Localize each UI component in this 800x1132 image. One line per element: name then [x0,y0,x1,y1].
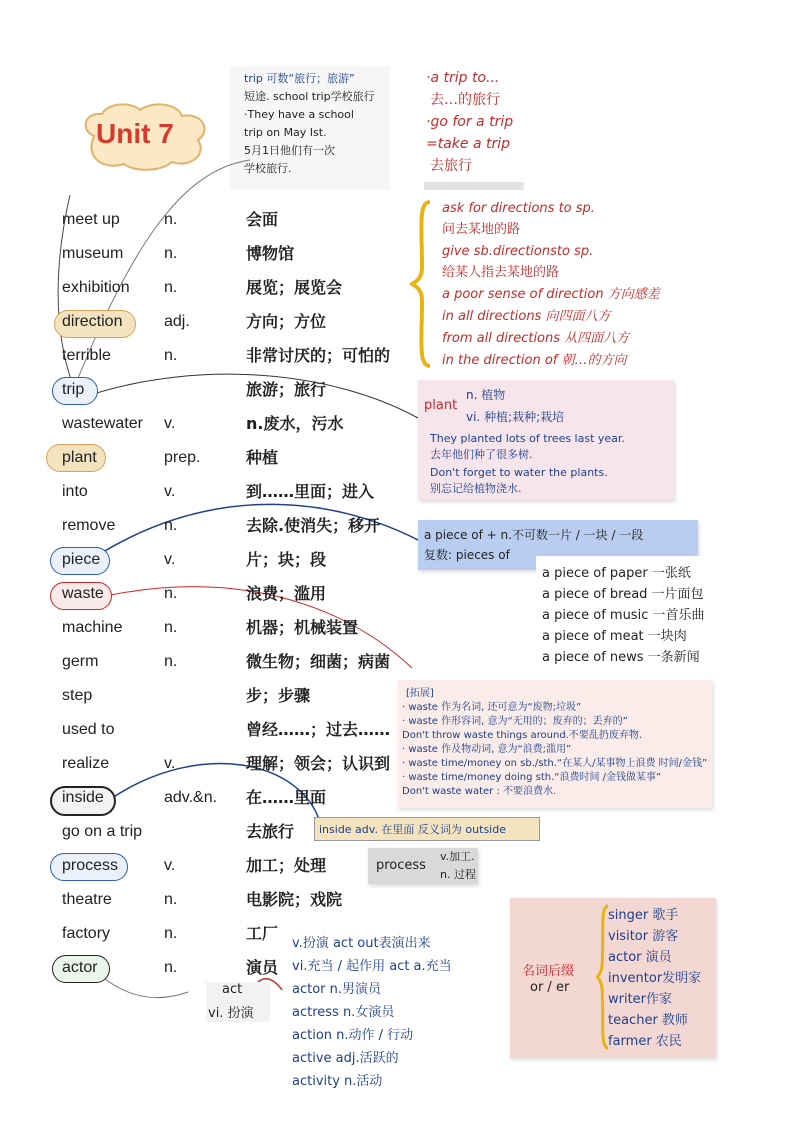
waste-note-line: · waste time/money doing sth.“浪费时间 /金钱做某事” [402,772,662,783]
process-note-v: v.加工. [440,850,475,863]
direction-note-line: 给某人指去某地的路 [442,265,560,280]
vocab-word: inside [62,789,104,806]
process-note [368,848,478,884]
direction-note-line: from all directions 从四面八方 [442,331,630,346]
piece-example-line: a piece of bread 一片面包 [542,587,704,602]
suffix-line: teacher 教师 [608,1013,688,1028]
waste-note-line: Don't throw waste things around.不要乱扔废弃物. [402,730,643,741]
vocab-meaning: 曾经……；过去…… [246,720,391,739]
inside-note-text: inside adv. 在里面 反义词为 outside [319,823,506,836]
trip-phrase-line: ·go for a trip [426,114,514,130]
trip-phrase-line: 去…的旅行 [430,92,500,108]
waste-note-line: · waste time/money on sb./sth.“在某人/某事物上浪费 时间/金钱” [402,758,708,769]
trip-phrase-line: ·a trip to... [426,70,500,86]
vocab-pos: n. [164,925,178,942]
act-note-line: actor n.男演员 [292,982,382,997]
vocab-word: exhibition [62,279,130,296]
suffix-line: actor 演员 [608,950,672,965]
piece-example-line: a piece of news 一条新闻 [542,650,700,665]
vocab-pos: v. [164,415,176,432]
trip-note-line: 学校旅行. [244,162,292,175]
act-note-line: action n.动作 / 行动 [292,1028,414,1043]
waste-note-card [398,680,712,808]
vocab-word: museum [62,245,124,262]
suffix-line: inventor发明家 [608,971,702,986]
direction-note-line: ask for directions to sp. [442,201,595,216]
vocab-pos: n. [164,959,178,976]
plant-note-line: 别忘记给植物浇水. [430,482,522,495]
plant-note-line: They planted lots of trees last year. [430,432,625,445]
page-title: Unit 7 [96,118,174,149]
waste-note-line: [拓展] [406,688,434,699]
vocab-word: wastewater [62,415,143,432]
plant-note-line: 去年他们种了很多树. [430,448,533,461]
direction-note [438,198,698,374]
act-note-line: vi.充当 / 起作用 act a.充当 [292,959,452,974]
vocab-pos: adv.&n. [164,789,218,806]
vocab-pos: n. [164,585,178,602]
vocab-meaning: 种植 [246,448,279,467]
act-note [286,928,496,1092]
suffix-line: visitor 游客 [608,929,679,944]
vocab-meaning: 步；步骤 [246,686,311,705]
plant-note-n: n. 植物 [466,388,506,402]
act-box [206,982,270,1022]
vocab-word: machine [62,619,123,636]
vocab-meaning: 演员 [246,958,279,977]
vocab-meaning: 去除.使消失；移开 [246,516,381,535]
process-note-head: process [376,858,426,873]
vocab-word: remove [62,517,116,534]
vocab-meaning: 方向；方位 [246,312,327,331]
vocab-word: direction [62,313,123,330]
piece-example-line: a piece of paper 一张纸 [542,566,691,581]
direction-note-line: a poor sense of direction 方向感差 [442,287,660,302]
trip-note-line: trip on May Ist. [244,126,327,139]
suffix-line: singer 歌手 [608,908,679,923]
vocab-pos: v. [164,755,176,772]
waste-note-line: · waste 作形容词, 意为“无用的；废弃的；丢弃的” [402,716,628,727]
act-note-line: active adj.活跃的 [292,1051,399,1066]
trip-phrase-line: 去旅行 [430,158,472,174]
vocab-meaning: 非常讨厌的；可怕的 [246,346,391,365]
plant-note-vi: vi. 种植;栽种;栽培 [466,410,565,424]
vocab-meaning: 机器；机械装置 [246,618,359,637]
vocab-row [0,448,800,482]
trip-note-line: 5月1日他们有一次 [244,144,335,157]
act-note-line: actress n.女演员 [292,1005,395,1020]
piece-example-line: a piece of meat 一块肉 [542,629,687,644]
suffix-line: writer作家 [608,992,673,1007]
vocab-meaning: 加工；处理 [246,856,327,875]
vocab-pos: n. [164,653,178,670]
act-box-line: vi. 扮演 [208,1006,254,1021]
vocab-meaning: 到……里面；进入 [246,482,375,501]
vocab-row [0,414,800,448]
vocab-pos: n. [164,279,178,296]
vocab-meaning: 微生物；细菌；病菌 [246,652,391,671]
vocab-pos: adj. [164,313,190,330]
vocab-meaning: 理解；领会；认识到 [246,754,391,773]
vocab-word: germ [62,653,99,670]
direction-note-line: give sb.directionsto sp. [442,244,594,259]
vocab-word: terrible [62,347,111,364]
waste-note-line: Don't waste water : 不要浪费水. [402,786,557,797]
piece-note-line: 复数: pieces of [424,548,510,562]
trip-note-line: trip 可数“旅行；旅游” [244,72,355,85]
suffix-note-card [510,898,716,1058]
inside-note [314,817,540,841]
vocab-word: actor [62,959,98,976]
vocab-meaning: 旅游；旅行 [246,380,327,399]
piece-example-line: a piece of music 一首乐曲 [542,608,705,623]
vocab-meaning: 博物馆 [246,244,295,263]
piece-note-line: a piece of + n.不可数一片 / 一块 / 一段 [424,528,644,542]
plant-note-card [418,380,674,500]
vocab-word: piece [62,551,101,568]
vocab-word: trip [62,381,85,398]
vocab-pos: n. [164,891,178,908]
act-note-line: v.扮演 act out表演出来 [292,936,431,951]
vocab-word: theatre [62,891,112,908]
vocab-row [0,380,800,414]
direction-note-line: in all directions 向四面八方 [442,309,611,324]
piece-examples-card [536,556,712,670]
vocab-word: step [62,687,93,704]
brace-icon [410,198,436,370]
vocab-word: plant [62,449,97,466]
vocab-meaning: 展览；展览会 [246,278,343,297]
vocab-word: into [62,483,88,500]
vocab-word: waste [62,585,104,602]
vocab-word: factory [62,925,111,942]
process-note-n: n. 过程 [440,868,476,881]
vocab-meaning: 电影院；戏院 [246,890,343,909]
waste-note-line: · waste 作及物动词, 意为“浪费;滥用” [402,744,572,755]
vocab-pos: v. [164,857,176,874]
direction-note-line: 问去某地的路 [442,222,521,237]
vocab-pos: prep. [164,449,201,466]
vocab-meaning: 会面 [246,210,279,229]
vocab-word: go on a trip [62,823,143,840]
suffix-label: 名词后缀 [522,964,575,979]
vocab-pos: n. [164,517,178,534]
vocab-meaning: 去旅行 [246,822,295,841]
waste-note-line: · waste 作为名词, 还可意为“废物;垃圾” [402,702,582,713]
suffix-line: farmer 农民 [608,1034,682,1049]
vocab-pos: n. [164,211,178,228]
plant-note-head: plant [424,398,458,413]
vocab-meaning: 工厂 [246,924,279,943]
vocab-word: process [62,857,119,874]
vocab-pos: v. [164,483,176,500]
vocab-meaning: 浪费；滥用 [246,584,327,603]
vocab-meaning: 片；块；段 [246,550,327,569]
vocab-meaning: n.废水，污水 [246,414,344,433]
vocab-word: meet up [62,211,120,228]
vocab-word: used to [62,721,115,738]
trip-note-line: 短途. school trip学校旅行 [244,90,375,103]
act-note-line: activity n.活动 [292,1074,383,1089]
plant-note-line: Don't forget to water the plants. [430,466,608,479]
trip-phrase-line: =take a trip [426,136,511,152]
vocab-meaning: 在……里面 [246,788,327,807]
trip-note-line: ·They have a school [244,108,354,121]
vocab-pos: n. [164,619,178,636]
suffix-label: or / er [530,980,570,995]
direction-note-line: in the direction of 朝…的方向 [442,353,627,368]
vocab-pos: n. [164,347,178,364]
vocab-row [0,482,800,516]
vocab-word: realize [62,755,110,772]
act-box-line: act [222,982,243,997]
vocab-pos: v. [164,551,176,568]
vocab-pos: n. [164,245,178,262]
